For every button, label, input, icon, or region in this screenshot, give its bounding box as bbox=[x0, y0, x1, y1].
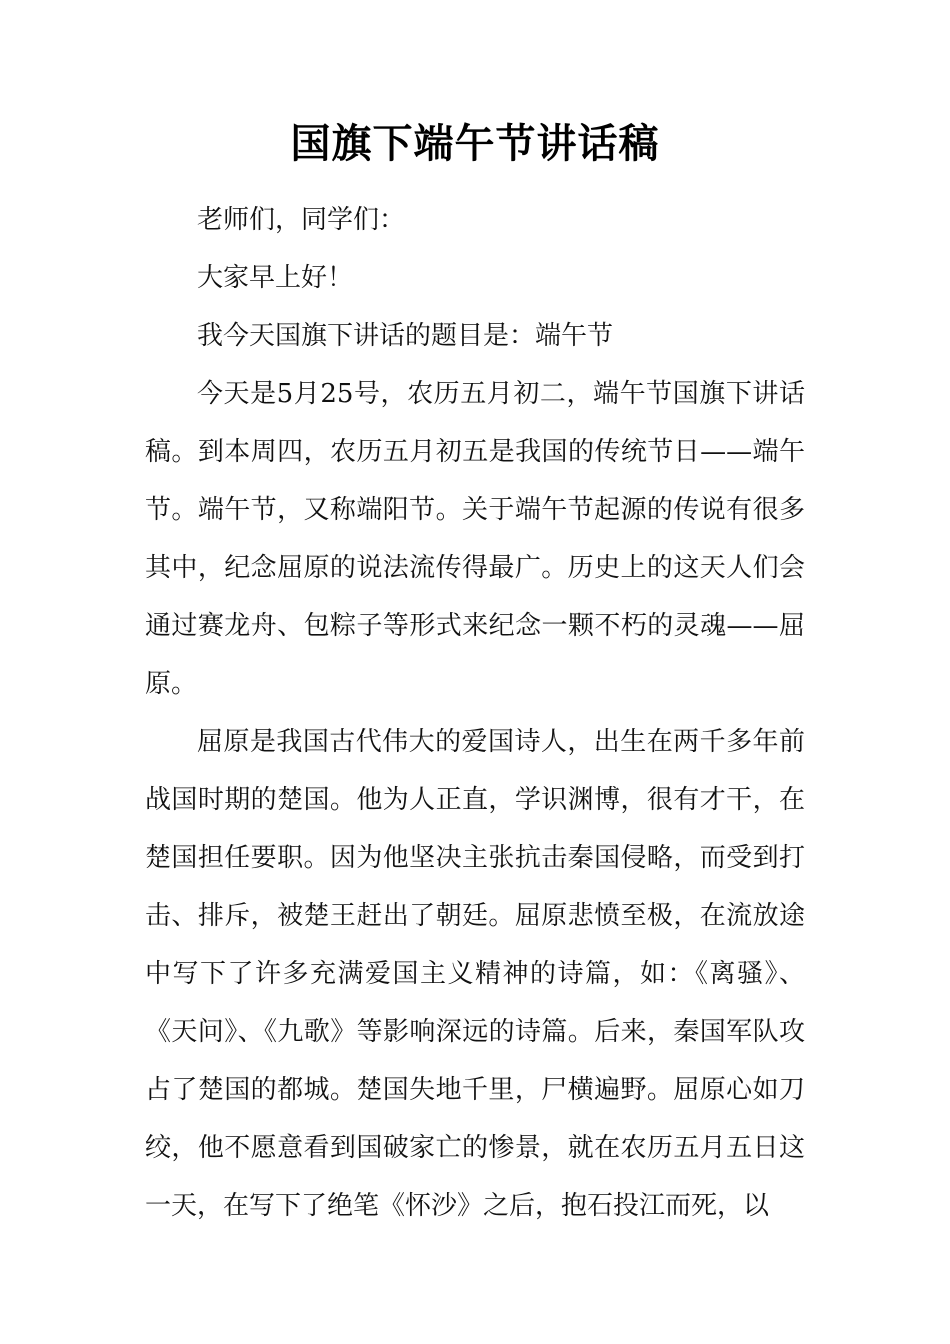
paragraph-topic: 我今天国旗下讲话的题目是：端午节 bbox=[197, 321, 614, 351]
document-body bbox=[145, 191, 805, 1235]
document-title: 国旗下端午节讲话稿 bbox=[290, 120, 660, 167]
paragraph-qu-yuan: 屈原是我国古代伟大的爱国诗人，出生在两千多年前战国时期的楚国。他为人正直，学识渊博，很有才干，在楚国担任要职。因为他坚决主张抗击秦国侵略，而受到打击、排斥，被楚王赶出了朝廷。屈原悲愤至极，在流放途中写下了许多充满爱国主义精神的诗篇，如：《离骚》、《天问》、《九歌》等影响深远的诗篇。后来，秦国军队攻占了楚国的都城。楚国失地千里，尸横遍野。屈原心如刀绞，他不愿意看到国破家亡的惨景，就在农历五月五日这一天，在写下了绝笔《怀沙》之后，抱石投江而死，以 bbox=[145, 727, 805, 1221]
paragraph-intro: 今天是5月25号，农历五月初二，端午节国旗下讲话稿。到本周四，农历五月初五是我国的传统节日——端午节。端午节，又称端阳节。关于端午节起源的传说有很多其中，纪念屈原的说法流传得最广。历史上的这天人们会通过赛龙舟、包粽子等形式来纪念一颗不朽的灵魂——屈原。 bbox=[145, 379, 805, 699]
paragraph-greeting: 老师们，同学们： bbox=[197, 205, 406, 235]
paragraph-good-morning: 大家早上好！ bbox=[197, 263, 354, 293]
